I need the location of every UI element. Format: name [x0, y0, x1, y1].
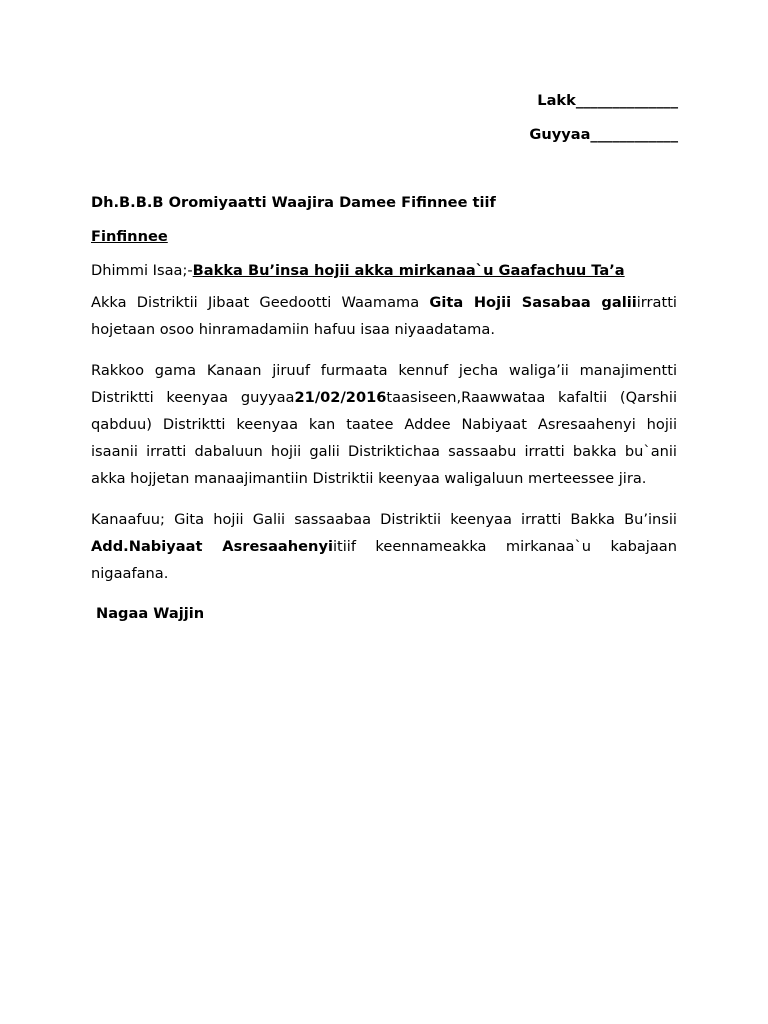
body-paragraph-2	[91, 357, 677, 492]
paragraph-2-text-a: Rakkoo gama Kanaan jiruuf furmaata kennuf jecha waliga’ii manajimentti Distriktti keenyaa guyyaa	[91, 362, 677, 406]
paragraph-1-text-b: irratti hojetaan osoo hinramadamiin hafuu isaa niyaadatama.	[91, 294, 677, 338]
paragraph-3-text-b: itiif keennameakka mirkanaa`u kabajaan nigaafana.	[91, 538, 677, 582]
body-paragraph-1	[91, 289, 677, 343]
paragraph-2-text-b: taasiseen,Raawwataa kafaltii (Qarshii qabduu) Distriktti keenyaa kan taatee Addee Nabiyaat Asresaahenyi hojii isaanii irratti dabaluun hojii galii Distriktichaa sassaabu irratti bakka bu`anii akka hojjetan manaajimantiin Distriktii keenyaa waligaluun merteessee jira.	[91, 389, 678, 487]
paragraph-1-bold: Gita Hojii Sasabaa galii	[429, 294, 637, 311]
body-paragraph-3	[91, 506, 677, 587]
date-line: Guyyaa____________	[529, 126, 678, 143]
recipient-line-2: Finfinnee	[91, 228, 168, 245]
subject-line	[91, 262, 677, 280]
paragraph-1-text-a: Akka Distriktii Jibaat Geedootti Waamama	[91, 294, 430, 311]
paragraph-3-bold: Add.Nabiyaat Asresaahenyi	[91, 538, 333, 555]
paragraph-3-text-a: Kanaafuu; Gita hojii Galii sassaabaa Distriktii keenyaa irratti Bakka Bu’insii	[91, 511, 677, 528]
subject-prefix: Dhimmi Isaa;-	[91, 262, 193, 279]
reference-number-line: Lakk______________	[537, 92, 678, 109]
subject-title: Bakka Bu’insa hojii akka mirkanaa`u Gaafachuu Ta’a	[192, 262, 625, 279]
recipient-line-1: Dh.B.B.B Oromiyaatti Waajira Damee Fifinnee tiif	[91, 194, 496, 211]
closing-salutation: Nagaa Wajjin	[96, 605, 205, 622]
paragraph-2-date: 21/02/2016	[294, 389, 387, 406]
